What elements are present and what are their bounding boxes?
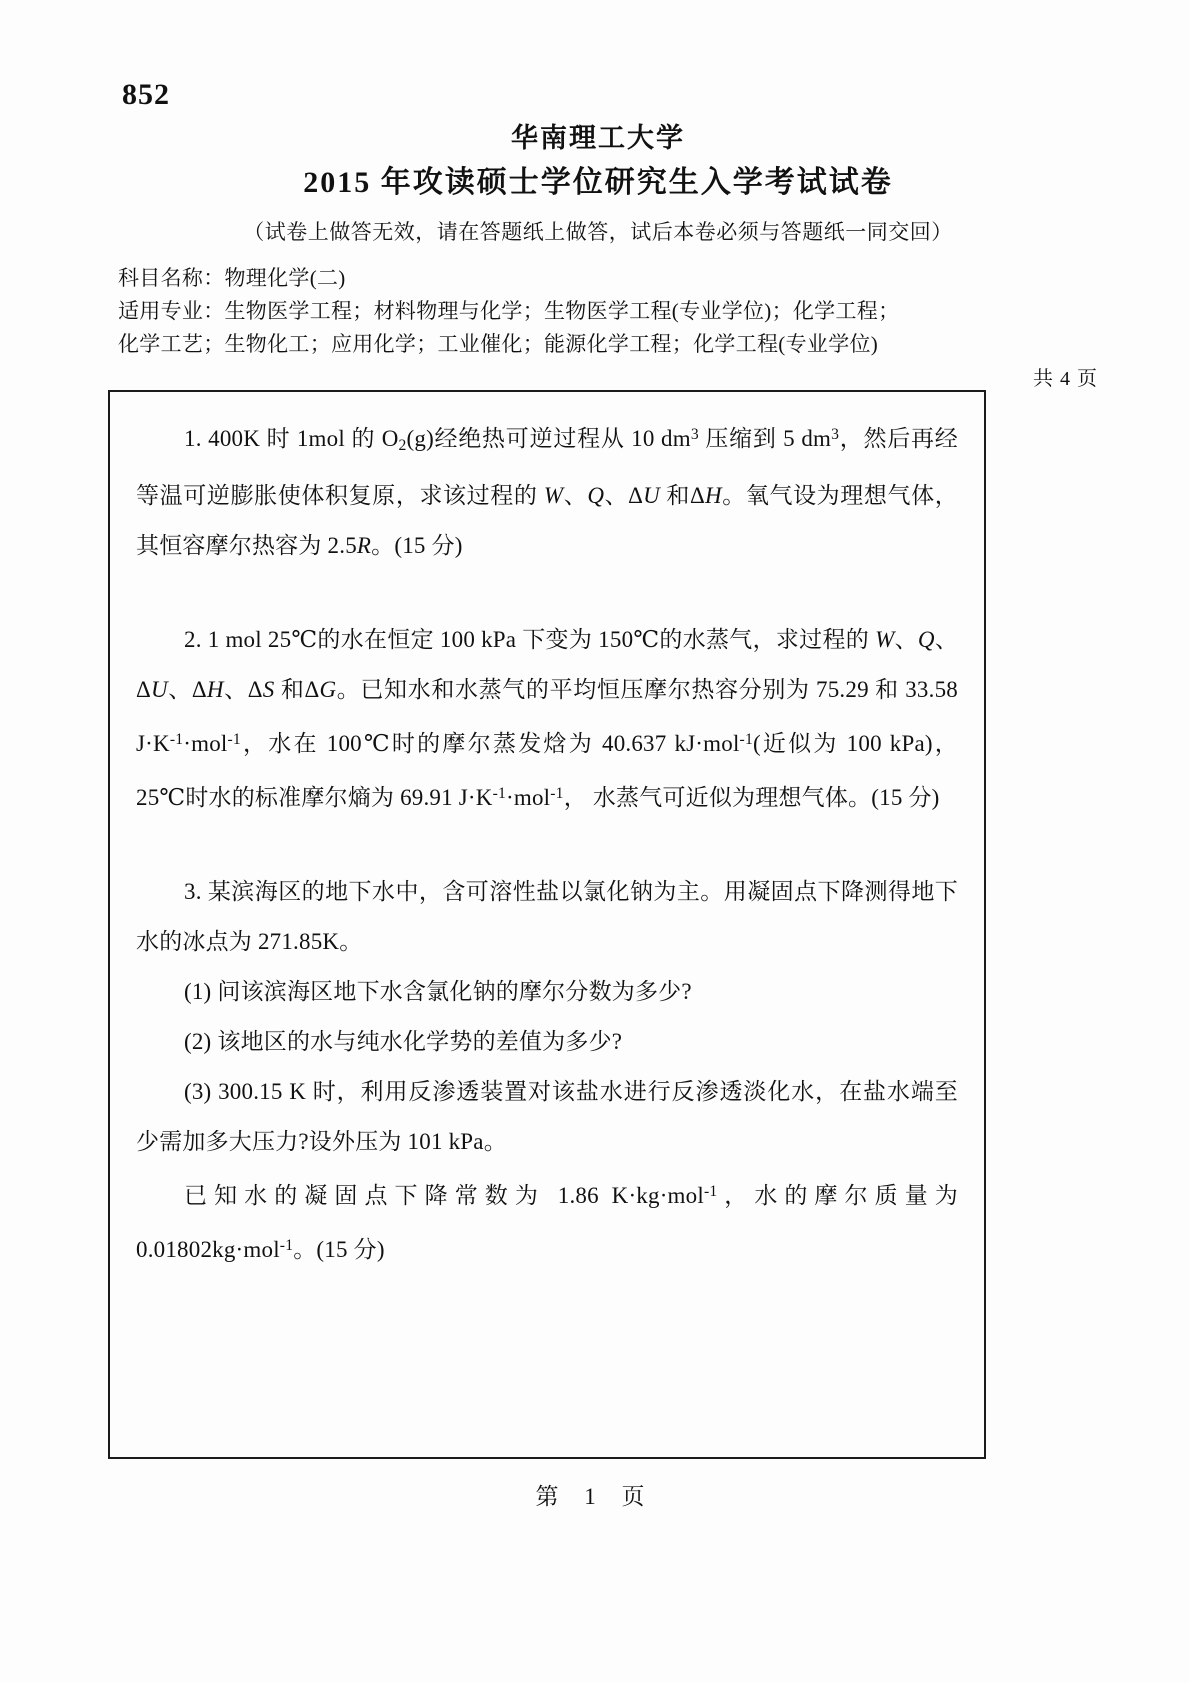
page-title: 2015 年攻读硕士学位研究生入学考试试卷	[303, 166, 893, 199]
q2-sup-5: -1	[550, 784, 564, 802]
q2-line4-a: (近似为 100 kPa)， 25℃时水的标准摩尔熵为 69.91 J·K	[136, 730, 958, 810]
page-footer: 第 1 页	[535, 1484, 655, 1509]
q3-sub3-line1: (3) 300.15 K 时，利用反渗透装置对该盐水进行反渗透淡化水，在盐	[184, 1079, 887, 1104]
q2-symbol-h: H	[206, 676, 224, 702]
question-3-sub-3	[136, 1067, 958, 1167]
q1-line2-e: 。氧气	[721, 482, 794, 508]
q1-line2-c: 、Δ	[604, 482, 644, 508]
question-3-sub-2: (2) 该地区的水与纯水化学势的差值为多少?	[184, 1029, 623, 1054]
q1-symbol-h: H	[704, 482, 722, 508]
q2-symbol-q: Q	[917, 626, 935, 652]
q1-text-g: ，	[839, 426, 864, 452]
spacer-2	[136, 823, 958, 867]
exam-code-number: 852	[122, 78, 170, 111]
q2-line4-b: ·mol	[506, 785, 551, 810]
question-3-known	[136, 1167, 958, 1275]
q2-sup-2: -1	[227, 730, 241, 748]
q2-line3-c: ，水在 100℃时的摩尔蒸发焓为 40.637 kJ·mol	[240, 730, 740, 756]
q2-line3-a: 为 75.29 和 33.58 J·K	[136, 676, 958, 756]
questions-frame	[108, 390, 986, 1459]
q1-symbol-w: W	[543, 482, 564, 508]
q1-line3-a: 设为理想气体，其恒容摩尔热容为 2.5	[136, 482, 958, 558]
q2-symbol-s: S	[262, 676, 275, 702]
q1-symbol-q: Q	[587, 482, 605, 508]
q2-sup-4: -1	[492, 784, 507, 802]
q1-line2-a: 然后再经等温可逆膨胀使体积复原，求该过程的	[136, 426, 958, 508]
q2-symbol-w: W	[875, 626, 895, 652]
q2-sup-3: -1	[739, 730, 753, 748]
q1-text-e: 压缩到 5 dm	[698, 426, 832, 452]
q1-symbol-u: U	[643, 482, 660, 508]
question-3	[136, 867, 958, 967]
subject-line: 科目名称：物理化学(二)	[118, 266, 346, 290]
q3-known-c: kg·mol	[212, 1237, 280, 1263]
q1-symbol-r: R	[356, 532, 372, 558]
q3-line1: 3. 某滨海区的地下水中，含可溶性盐以氯化钠为主。用凝固点下降	[184, 879, 865, 904]
question-1	[136, 410, 958, 571]
spacer-1	[136, 571, 958, 615]
q3-known-a: 已知水的凝固点下降常数为 1.86 K·kg·mol	[184, 1183, 704, 1209]
q2-sup-1: -1	[169, 730, 184, 748]
q3-known-b: ，水的摩尔质量为 0.01802	[136, 1183, 958, 1263]
exam-meta	[118, 262, 1098, 361]
total-pages-label: 共 4 页	[1033, 368, 1098, 390]
university-name: 华南理工大学	[511, 123, 685, 153]
q1-line3-b: 。(15 分)	[371, 532, 463, 558]
majors-line-2: 化学工艺；生物化工；应用化学；工业催化；能源化学工程；化学工程(专业学位)	[118, 332, 879, 356]
q1-line2-b: 、	[563, 482, 588, 508]
exam-notice: （试卷上做答无效，请在答题纸上做答，试后本卷必须与答题纸一同交回）	[243, 220, 953, 244]
q1-text-c: (g)经绝热可逆过程从 10 dm	[406, 426, 691, 452]
majors-line-1: 适用专业：生物医学工程；材料物理与化学；生物医学工程(专业学位)；化学工程；	[118, 299, 900, 323]
q3-known-d: 。(15 分)	[293, 1237, 385, 1263]
q1-sub-2: 2	[398, 436, 407, 454]
q2-line5: 近似为理想气体。(15 分)	[685, 785, 940, 810]
q2-symbol-u: U	[151, 676, 168, 702]
q2-line2-tail: 。已知水和水蒸气的平均恒压摩尔热容分别	[336, 676, 786, 702]
q2-line1: 2. 1 mol 25℃的水在恒定 100 kPa 下变为 150℃的水蒸气，求过程的	[184, 626, 870, 652]
q3-line2: 测得地下水的冰点为 271.85K。	[136, 879, 958, 954]
q2-symbol-g: G	[319, 676, 337, 702]
q1-sup-3b: 3	[831, 426, 840, 443]
q1-sup-3a: 3	[690, 426, 699, 443]
q1-text-a: 1. 400K 时 1mol 的 O	[184, 426, 399, 452]
question-3-sub-1: (1) 问该滨海区地下水含氯化钠的摩尔分数为多少?	[184, 979, 692, 1004]
question-2: 2. 1 mol 25℃的水在恒定 100 kPa 下变为 150℃的水蒸气，求过程的 W、Q、ΔU、ΔH、ΔS 和ΔG。已知水和水蒸气的平均恒压摩尔热容分别为 75.29 和 33.58 $J\cdot K^{-1}\cdot mol^{-1}$，水在 100℃时的摩尔蒸发焓为 40.637 kJ·mol$^{-1}$(近似为 100 kPa)， 25℃时水的标准摩尔熵为 69.91 $J\cdot K^{-1}\cdot mol^{-1}$， 水蒸气可近似为理想气体。(15 分)	[136, 626, 959, 810]
q1-line2-d: 和Δ	[659, 482, 705, 508]
q2-line3-b: ·mol	[183, 730, 228, 756]
q3-known-sup-2: -1	[279, 1237, 294, 1255]
q2-line4-c: ， 水蒸气可	[563, 785, 686, 810]
page-header	[118, 118, 1078, 252]
q3-known-sup-1: -1	[703, 1183, 718, 1200]
q3-sub3-line2: 水端至少需加多大压力?设外压为 101 kPa。	[136, 1079, 959, 1154]
